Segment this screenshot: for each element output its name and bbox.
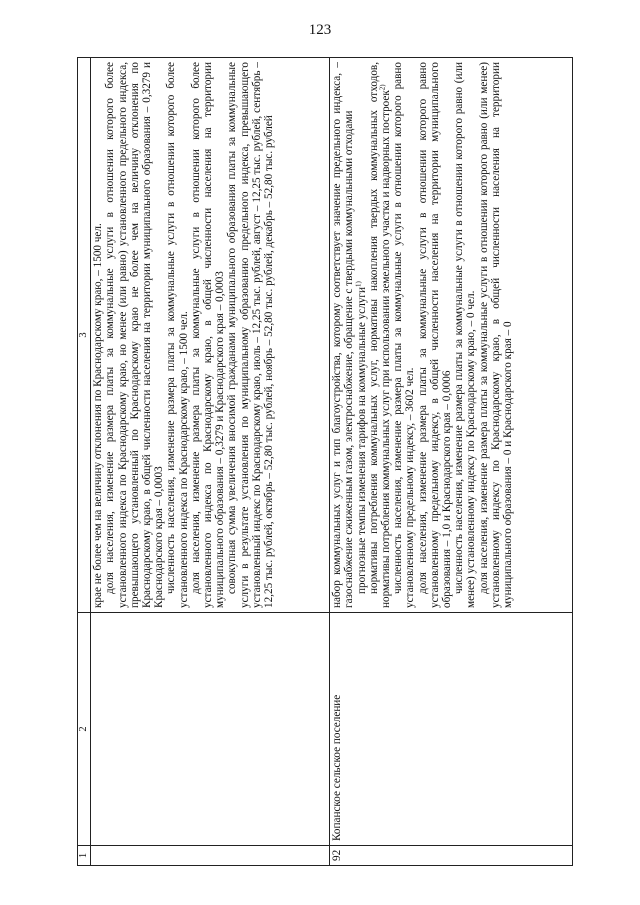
header-row — [78, 58, 91, 866]
footnote-mark: 1) — [353, 281, 362, 288]
indicator-paragraph: численность населения, изменение размера платы за коммунальные услуги в отношении которого более установленного индекса по Краснодарскому краю, – 1500 чел. — [165, 62, 190, 608]
indicator-paragraph: доля населения, изменение размера платы за коммунальные услуги в отношении которого более установленного индекса по Краснодарскому краю, но менее (или равно) установленного предельного индекса, превышающего установленный по Краснодарскому краю не более чем на величину отклонения по Краснодарскому краю, в общей численности населения на территории муниципального образования – 0,3279 и Краснодарского края – 0,0003 — [104, 62, 166, 608]
indicator-paragraph: совокупная сумма увеличения вносимой гражданами муниципального образования платы за коммунальные услуги в результате установления по муниципальному образованию предельного индекса, превышающего установленный индекс по Краснодарскому краю, июль – 12,25 тыс. рублей, август – 12,25 тыс. рублей, сентябрь – 12,25 тыс. рублей, октябрь – 52,80 тыс. рублей, ноябрь – 52,80 тыс. рублей, декабрь – 52,80 тыс. рублей — [226, 62, 276, 608]
page-number: 123 — [308, 22, 332, 38]
rotated-table-sheet — [77, 58, 573, 866]
indicator-paragraph: доля населения, изменение размера платы за коммунальные услуги в отношении которого равно установленному предельному индексу, в общей численности населения на территории муниципального образования – 1,0 и Краснодарского края – 0,0006 — [416, 62, 454, 608]
indicators-cell — [330, 58, 573, 613]
row-number — [91, 846, 330, 866]
row-number: 92 — [330, 846, 573, 866]
indicator-paragraph: доля населения, изменение размера платы за коммунальные услуги в отношении которого равно (или менее) установленному индексу по Краснодарскому краю, в общей численности населения на территории муниципального образования – 0 и Краснодарского края – 0 — [477, 62, 515, 608]
indicator-paragraph — [368, 62, 392, 608]
indicator-paragraph — [353, 62, 368, 608]
indicator-text: нормативы потребления коммунальных услуг, нормативы накопления твердых коммунальных отходов, нормативы потребления коммунальных услуг при использовании земельного участка и надворных построек — [367, 62, 393, 608]
column-header-1: 1 — [78, 846, 91, 866]
indicators-cell — [91, 58, 330, 613]
indicator-paragraph: доля населения, изменение размера платы за коммунальные услуги в отношении которого более установленного индекса по Краснодарскому краю, в общей численности населения на территории муниципального образования – 0,3279 и Краснодарского края – 0,0003 — [189, 62, 227, 608]
settlement-name: Копанское сельское поселение — [330, 613, 573, 846]
table-row — [330, 58, 573, 866]
indicator-paragraph: численность населения, изменение размера платы за коммунальные услуги в отношении которого равно (или менее) установленному индексу по Краснодарскому краю, – 0 чел. — [453, 62, 478, 608]
indicator-paragraph: крае не более чем на величину отклонения по Краснодарскому краю, – 1500 чел. — [92, 223, 105, 608]
table-row — [91, 58, 330, 866]
indicator-paragraph: набор коммунальных услуг и тип благоустройства, которому соответствует значение предельного индекса, – газоснабжение сжиженным газом, электроснабжение, обращение с твердыми коммунальными отходами — [331, 62, 356, 608]
footnote-mark: 2) — [378, 84, 387, 91]
indices-table — [77, 57, 573, 866]
column-header-3: 3 — [78, 58, 91, 613]
column-header-2: 2 — [78, 613, 91, 846]
indicator-paragraph: численность населения, изменение размера платы за коммунальные услуги в отношении которого равно установленному предельному индексу, – 3602 чел. — [392, 62, 417, 608]
indicator-text: прогнозные темпы изменения тарифов на коммунальные услуги — [355, 287, 368, 594]
settlement-name — [91, 613, 330, 846]
